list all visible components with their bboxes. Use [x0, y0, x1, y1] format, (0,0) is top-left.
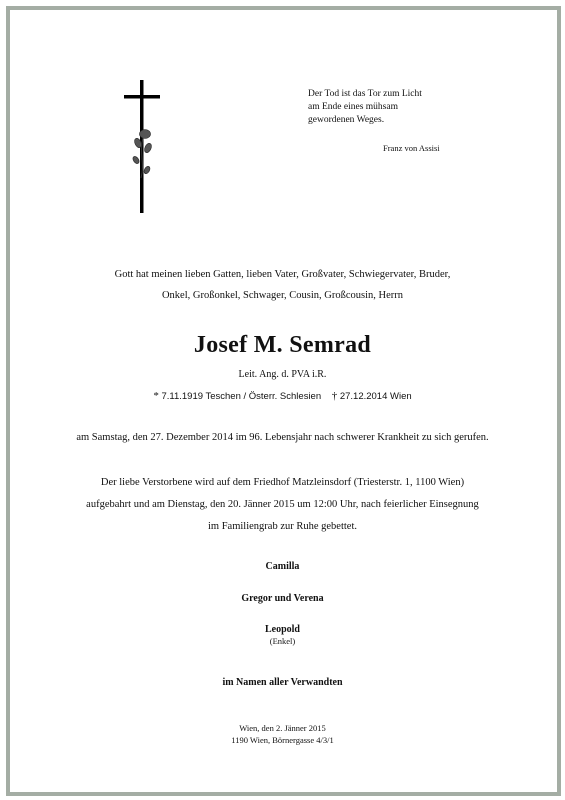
mourner-camilla: Camilla — [265, 561, 300, 572]
funeral-line: im Familiengrab zur Ruhe gebettet. — [208, 521, 357, 532]
quote-line: Der Tod ist das Tor zum Licht — [308, 89, 422, 99]
footer-date: Wien, den 2. Jänner 2015 — [239, 723, 326, 733]
footer — [0, 722, 565, 746]
birth-date: 7.11.1919 Teschen / Österr. Schlesien — [161, 391, 322, 402]
quote-block — [308, 88, 422, 127]
funeral-text — [0, 472, 565, 538]
quote-line: gewordenen Weges. — [308, 115, 385, 125]
deceased-title: Leit. Ang. d. PVA i.R. — [238, 369, 327, 380]
announcement-text: am Samstag, den 27. Dezember 2014 im 96. Lebensjahr nach schwerer Krankheit zu sich gerufen. — [76, 432, 489, 443]
birth-symbol: * — [153, 390, 159, 402]
intro-line: Gott hat meinen lieben Gatten, lieben Vater, Großvater, Schwiegervater, Bruder, — [114, 269, 451, 280]
mourner-relatives: im Namen aller Verwandten — [222, 677, 343, 688]
footer-address: 1190 Wien, Börnergasse 4/3/1 — [231, 735, 334, 745]
intro-line: Onkel, Großonkel, Schwager, Cousin, Großcousin, Herrn — [161, 290, 404, 301]
intro-text — [0, 264, 565, 306]
death-symbol: † — [331, 390, 338, 402]
mourner-leopold-note: (Enkel) — [269, 636, 296, 646]
life-dates — [0, 390, 565, 402]
mourner-gregor-verena: Gregor und Verena — [241, 593, 324, 604]
mourner-leopold: Leopold — [264, 624, 300, 635]
death-date: 27.12.2014 Wien — [339, 391, 412, 402]
funeral-line: aufgebahrt und am Dienstag, den 20. Jänner 2015 um 12:00 Uhr, nach feierlicher Einsegnung — [86, 499, 479, 510]
funeral-line: Der liebe Verstorbene wird auf dem Friedhof Matzleinsdorf (Triesterstr. 1, 1100 Wien) — [100, 477, 465, 488]
cross-with-rose-icon — [121, 78, 165, 218]
quote-author: Franz von Assisi — [383, 143, 440, 153]
quote-line: am Ende eines mühsam — [308, 102, 398, 112]
deceased-name: Josef M. Semrad — [193, 332, 372, 358]
